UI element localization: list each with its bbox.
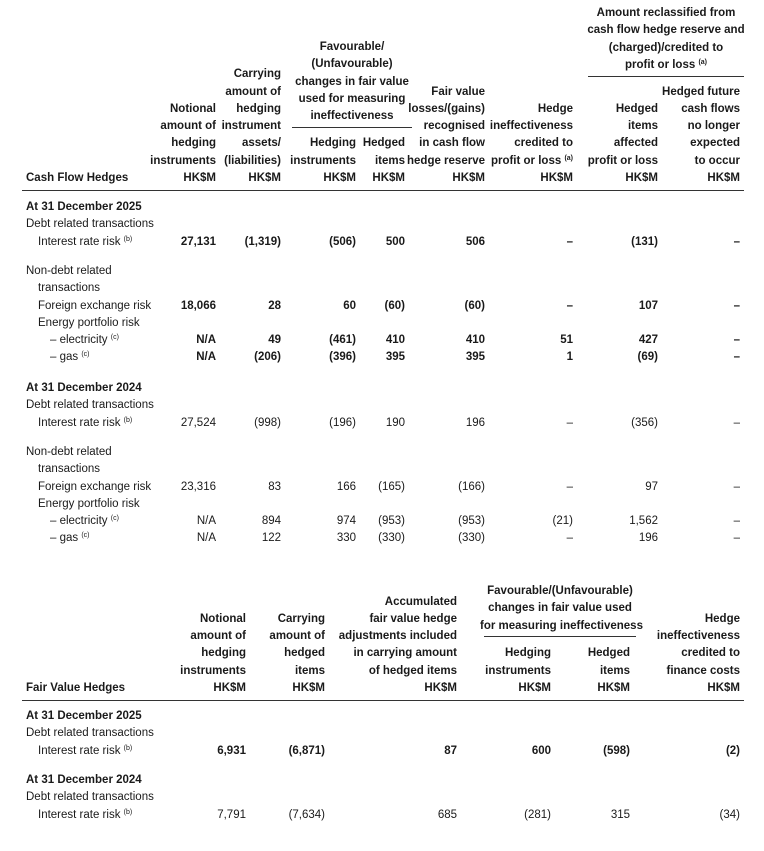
column-header-line: amount of — [160, 120, 216, 133]
column-header-line: in carrying amount — [353, 647, 457, 660]
cell-value: (166) — [458, 480, 485, 493]
cell-value: 28 — [268, 299, 281, 312]
cell-value: 685 — [437, 808, 457, 821]
cell-value: 97 — [645, 480, 658, 493]
cell-value: (196) — [329, 416, 356, 429]
group-header-line: used for measuring — [298, 92, 406, 105]
column-header-line: instruments — [485, 664, 551, 677]
column-header-line: Hedged — [362, 137, 405, 150]
cell-value: N/A — [196, 351, 216, 364]
cell-value: – — [733, 334, 740, 347]
column-header-line: of hedged items — [368, 664, 457, 677]
column-header-line: HK$M — [597, 682, 630, 694]
cell-value: 196 — [465, 416, 485, 429]
footnote-ref: (a) — [698, 58, 708, 66]
column-header-line: Hedged future — [662, 85, 740, 98]
row-label: Interest rate risk $^{(b)}$ — [38, 235, 133, 248]
cell-value: – — [733, 416, 740, 429]
cell-value: – — [733, 235, 740, 248]
column-header-line: Accumulated — [384, 595, 457, 608]
section-heading: At 31 December 2025 — [26, 201, 142, 213]
cell-value: 974 — [336, 515, 356, 528]
column-header-line: (liabilities) — [224, 154, 281, 167]
cell-value: 506 — [465, 235, 485, 248]
table-title: Fair Value Hedges — [26, 682, 126, 694]
column-header-line: hedge reserve — [407, 154, 485, 167]
footnote-ref: (c) — [81, 351, 90, 359]
divider-line — [292, 127, 412, 128]
row-label: Foreign exchange risk — [38, 299, 152, 312]
group-header-line: changes in fair value used — [488, 602, 632, 615]
cell-value: – — [733, 532, 740, 545]
cell-value: 60 — [343, 299, 356, 312]
cell-value: – — [733, 480, 740, 493]
column-header-line: HK$M — [323, 172, 356, 184]
group-header-line: profit or loss $^{(a)}$ — [624, 58, 708, 71]
cell-value: 27,131 — [180, 235, 216, 248]
column-header-line: Fair value — [431, 85, 485, 98]
cell-value: – — [733, 351, 740, 364]
column-header-line: assets/ — [241, 137, 281, 150]
cell-value: (2) — [725, 744, 740, 757]
column-header-line: hedging — [236, 102, 281, 115]
column-header-line: amount of — [269, 630, 325, 643]
column-header-line: items — [294, 664, 325, 677]
column-header-line: HK$M — [707, 172, 740, 184]
cell-value: (21) — [552, 515, 573, 528]
group-header-line: ineffectiveness — [310, 110, 394, 123]
cell-value: – — [566, 532, 573, 545]
row-label: Energy portfolio risk — [38, 316, 140, 329]
cell-value: 107 — [638, 299, 658, 312]
cell-value: 51 — [560, 334, 573, 347]
row-label: transactions — [38, 282, 101, 295]
row-label: – gas $^{(c)}$ — [50, 532, 90, 545]
column-header-line: HK$M — [518, 682, 551, 694]
cell-value: (356) — [631, 416, 658, 429]
column-header-line: amount of — [225, 85, 281, 98]
section-heading: At 31 December 2024 — [26, 382, 142, 394]
cell-value: – — [566, 299, 573, 312]
column-header-line: recognised — [423, 120, 485, 133]
cell-value: (598) — [603, 744, 630, 757]
footnote-ref: (c) — [110, 334, 119, 342]
group-header-line: changes in fair value — [295, 75, 409, 88]
cell-value: 315 — [610, 808, 630, 821]
column-header-line: credited to — [514, 137, 573, 150]
cell-value: (953) — [458, 515, 485, 528]
column-header-line: ineffectiveness — [656, 630, 740, 643]
column-header-line: Notional — [170, 102, 216, 115]
cell-value: (206) — [254, 351, 281, 364]
group-header-line: (Unfavourable) — [311, 58, 393, 71]
cell-value: – — [733, 299, 740, 312]
column-header-line: instruments — [150, 154, 216, 167]
footnote-ref: (b) — [123, 808, 133, 816]
cell-value: 410 — [465, 334, 485, 347]
column-header-line: HK$M — [707, 682, 740, 694]
column-header-line: HK$M — [372, 172, 405, 184]
cell-value: 196 — [638, 532, 658, 545]
divider-line — [22, 700, 744, 701]
column-header-line: Hedge — [704, 612, 740, 625]
divider-line — [484, 636, 636, 637]
column-header-line: amount of — [190, 630, 246, 643]
cell-value: 500 — [385, 235, 405, 248]
cell-value: 395 — [385, 351, 405, 364]
group-header-line: Favourable/ — [319, 41, 385, 53]
cell-value: 894 — [261, 515, 281, 528]
column-header-line: Carrying — [233, 68, 281, 81]
section-heading: At 31 December 2024 — [26, 774, 142, 786]
column-header-line: instrument — [221, 120, 281, 133]
cell-value: (330) — [378, 532, 405, 545]
column-header-line: items — [599, 664, 630, 677]
row-label: Interest rate risk $^{(b)}$ — [38, 416, 133, 429]
cell-value: (1,319) — [244, 235, 281, 248]
cell-value: – — [733, 515, 740, 528]
row-label: – gas $^{(c)}$ — [50, 351, 90, 364]
column-header-line: no longer — [687, 120, 740, 133]
column-header-line: credited to — [681, 647, 740, 660]
column-header-line: Hedging — [310, 137, 356, 150]
column-header-line: instruments — [180, 664, 246, 677]
cell-value: 49 — [268, 334, 281, 347]
column-header-line: hedging — [201, 647, 246, 660]
column-header-line: in cash flow — [419, 137, 485, 150]
row-label: – electricity $^{(c)}$ — [50, 334, 119, 347]
cell-value: 6,931 — [217, 744, 246, 757]
group-header-line: (charged)/credited to — [608, 41, 724, 54]
cell-value: 1 — [566, 351, 573, 364]
cell-value: (7,634) — [288, 808, 325, 821]
cell-value: 410 — [385, 334, 405, 347]
cell-value: N/A — [196, 532, 216, 545]
cell-value: – — [566, 480, 573, 493]
column-header-line: HK$M — [540, 172, 573, 184]
column-header-line: Hedged — [587, 647, 630, 660]
column-header-line: HK$M — [452, 172, 485, 184]
cell-value: (69) — [637, 351, 658, 364]
cell-value: 330 — [336, 532, 356, 545]
cell-value: (396) — [329, 351, 356, 364]
column-header-line: ineffectiveness — [489, 120, 573, 133]
row-label: Debt related transactions — [26, 791, 154, 804]
footnote-ref: (c) — [110, 515, 119, 523]
cell-value: (6,871) — [288, 744, 325, 757]
row-label: – electricity $^{(c)}$ — [50, 515, 119, 528]
cell-value: (330) — [458, 532, 485, 545]
row-label: Debt related transactions — [26, 218, 154, 231]
column-header-line: profit or loss — [587, 154, 658, 167]
column-header-line: HK$M — [625, 172, 658, 184]
cell-value: 1,562 — [629, 515, 658, 528]
column-header-line: finance costs — [666, 664, 740, 677]
footnote-ref: (c) — [81, 532, 90, 540]
cell-value: 18,066 — [180, 299, 216, 312]
cell-value: 190 — [385, 416, 405, 429]
cell-value: N/A — [196, 515, 216, 528]
column-header-line: adjustments included — [338, 630, 457, 643]
cell-value: (953) — [378, 515, 405, 528]
cell-value: (281) — [524, 808, 551, 821]
row-label: transactions — [38, 463, 101, 476]
footnote-ref: (a) — [564, 154, 573, 162]
column-header-line: Notional — [200, 612, 246, 625]
row-label: Non-debt related — [26, 445, 112, 458]
column-header-line: affected — [613, 137, 658, 150]
table-title: Cash Flow Hedges — [26, 172, 129, 184]
cell-value: – — [566, 416, 573, 429]
column-header-line: fair value hedge — [369, 612, 457, 625]
footnote-ref: (b) — [123, 744, 133, 752]
cell-value: 23,316 — [180, 480, 216, 493]
column-header-line: profit or loss $^{(a)}$ — [490, 154, 573, 167]
column-header-line: cash flows — [681, 102, 740, 115]
cell-value: (506) — [329, 235, 356, 248]
cell-value: (60) — [464, 299, 485, 312]
group-header-line: Amount reclassified from — [596, 7, 736, 19]
column-header-line: Hedge — [537, 102, 573, 115]
column-header-line: Hedged — [615, 102, 658, 115]
row-label: Interest rate risk $^{(b)}$ — [38, 744, 133, 757]
column-header-line: items — [627, 120, 658, 133]
column-header-line: instruments — [290, 154, 356, 167]
cell-value: 87 — [444, 744, 457, 757]
group-header-line: Favourable/(Unfavourable) — [487, 585, 633, 597]
cell-value: 7,791 — [217, 808, 246, 821]
column-header-line: items — [374, 154, 405, 167]
cell-value: (165) — [378, 480, 405, 493]
cell-value: 27,524 — [180, 416, 216, 429]
row-label: Debt related transactions — [26, 727, 154, 740]
divider-line — [22, 190, 744, 191]
section-heading: At 31 December 2025 — [26, 710, 142, 722]
cell-value: 427 — [638, 334, 658, 347]
group-header-line: for measuring ineffectiveness — [480, 619, 643, 632]
cell-value: (461) — [329, 334, 356, 347]
column-header-line: HK$M — [213, 682, 246, 694]
footnote-ref: (b) — [123, 235, 133, 243]
cell-value: (60) — [384, 299, 405, 312]
row-label: Debt related transactions — [26, 399, 154, 412]
footnote-ref: (b) — [123, 416, 133, 424]
column-header-line: losses/(gains) — [408, 102, 485, 115]
cell-value: N/A — [196, 334, 216, 347]
cell-value: 600 — [531, 744, 551, 757]
column-header-line: HK$M — [248, 172, 281, 184]
cell-value: (998) — [254, 416, 281, 429]
cell-value: (34) — [719, 808, 740, 821]
column-header-line: expected — [690, 137, 740, 150]
column-header-line: hedging — [171, 137, 216, 150]
column-header-line: Hedging — [505, 647, 551, 660]
cell-value: 395 — [465, 351, 485, 364]
row-label: Foreign exchange risk — [38, 480, 152, 493]
cell-value: (131) — [631, 235, 658, 248]
row-label: Energy portfolio risk — [38, 497, 140, 510]
cell-value: – — [566, 235, 573, 248]
column-header-line: HK$M — [424, 682, 457, 694]
column-header-line: to occur — [694, 154, 740, 167]
column-header-line: HK$M — [292, 682, 325, 694]
column-header-line: Carrying — [277, 612, 325, 625]
row-label: Interest rate risk $^{(b)}$ — [38, 808, 133, 821]
group-header-line: cash flow hedge reserve and — [587, 24, 745, 37]
cell-value: 166 — [336, 480, 356, 493]
cell-value: 83 — [268, 480, 281, 493]
row-label: Non-debt related — [26, 264, 112, 277]
cell-value: 122 — [261, 532, 281, 545]
column-header-line: HK$M — [183, 172, 216, 184]
column-header-line: hedged — [284, 647, 325, 660]
divider-line — [588, 76, 744, 77]
